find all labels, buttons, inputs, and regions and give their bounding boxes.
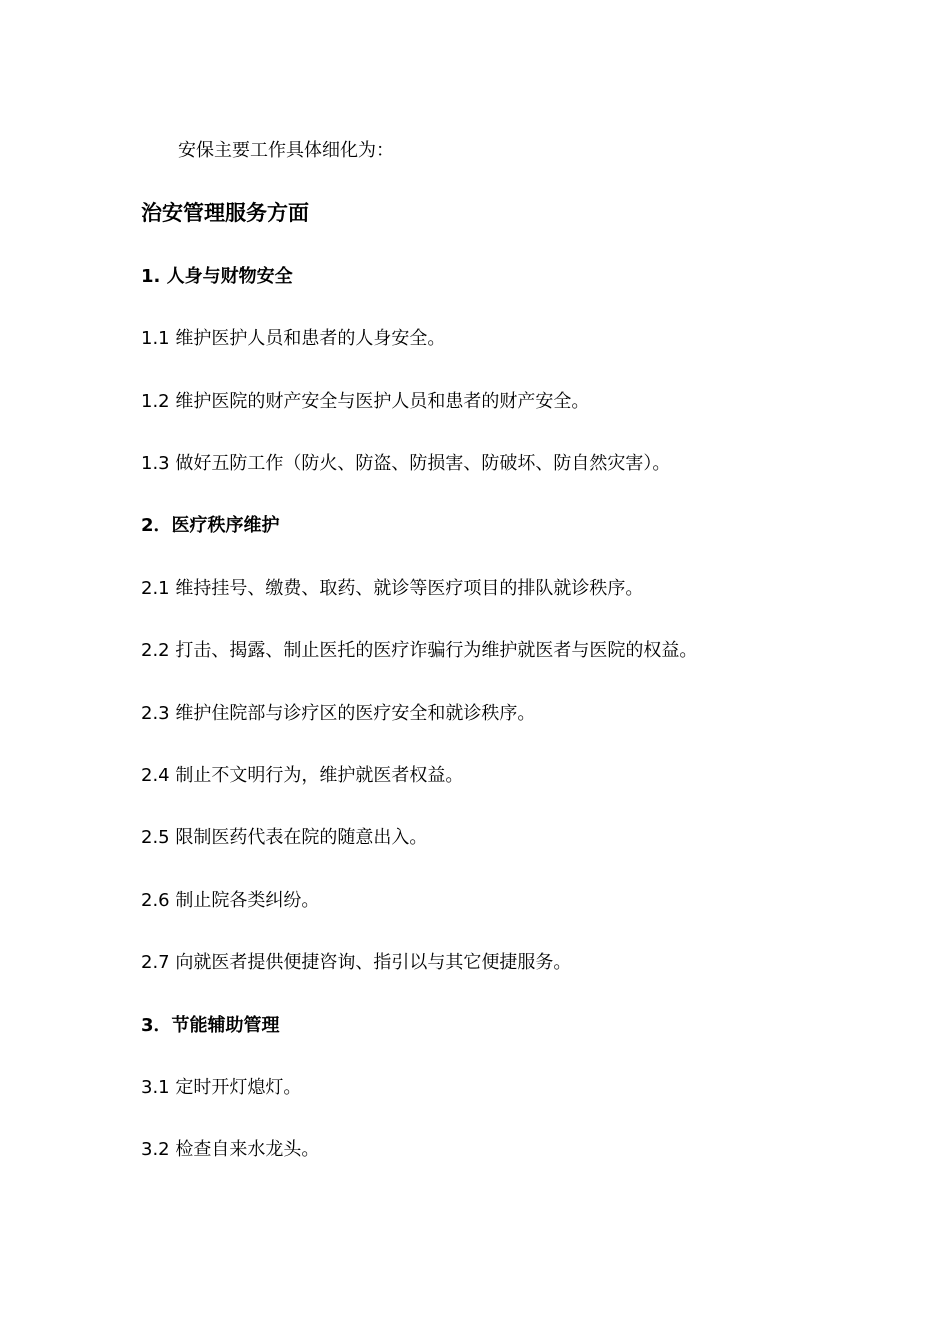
item-2-2: 2.2 打击、揭露、制止医托的医疗诈骗行为维护就医者与医院的权益。	[141, 640, 698, 661]
item-3-2: 3.2 检查自来水龙头。	[141, 1139, 320, 1160]
item-1-3: 1.3 做好五防工作（防火、防盗、防损害、防破坏、防自然灾害）。	[141, 453, 671, 474]
item-1-2: 1.2 维护医院的财产安全与医护人员和患者的财产安全。	[141, 391, 590, 412]
item-2-3: 2.3 维护住院部与诊疗区的医疗安全和就诊秩序。	[141, 703, 536, 724]
item-1-1: 1.1 维护医护人员和患者的人身安全。	[141, 328, 446, 349]
heading-energy-saving: 3．节能辅助管理	[141, 1015, 280, 1036]
item-2-6: 2.6 制止院各类纠纷。	[141, 890, 320, 911]
item-2-7: 2.7 向就医者提供便捷咨询、指引以与其它便捷服务。	[141, 952, 572, 973]
item-2-1: 2.1 维持挂号、缴费、取药、就诊等医疗项目的排队就诊秩序。	[141, 578, 644, 599]
heading-medical-order: 2．医疗秩序维护	[141, 515, 280, 536]
intro-text: 安保主要工作具体细化为：	[178, 140, 394, 161]
item-2-4: 2.4 制止不文明行为，维护就医者权益。	[141, 765, 464, 786]
section-title: 治安管理服务方面	[141, 201, 309, 225]
heading-personal-property-safety: 1. 人身与财物安全	[141, 266, 293, 287]
item-3-1: 3.1 定时开灯熄灯。	[141, 1077, 302, 1098]
item-2-5: 2.5 限制医药代表在院的随意出入。	[141, 827, 428, 848]
